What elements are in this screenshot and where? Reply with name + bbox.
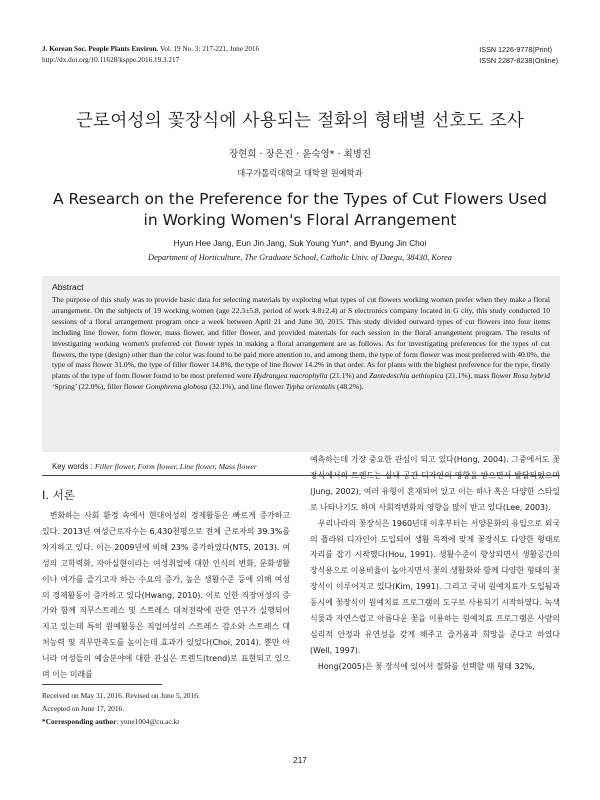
english-authors: Hyun Hee Jang, Eun Jin Jang, Suk Young Yun*, and Byung Jin Choi: [173, 238, 427, 248]
accepted-date: Accepted on June 17, 2016.: [42, 704, 125, 713]
abstract-text: The purpose of this study was to provide basic data for selecting materials by exploring what types of cut flowers working women prefer when they make a floral arrangement. On the subjects of 19 working women (age 22.3±5.8, period of work 4.8±2.4) at S electronics company located in G city, this study conducted 10 sessions of a floral arrangement program once a week between April 21 and June 30, 2015. This study divided outward types of cut flowers into four items including line flower, form flower, mass flower, and filler flower, and provided materials for each session in the floral arrangement program. The results of investigating working women's preferred cut flower types in making a floral arrangement are as follows. As for investigating preferences for the types of cut flowers, the type (design) other than the color was found to be paid more attention to, and among them, the type of form flower was most preferred with 40.0%, the type of mass flower 31.0%, the type of filler flower 14.8%, the type of line flower 14.2% in that order. As for plants with the highest preference for the type, firstly plants of the type of form flower found to be most preferred were Hydrangea macrophylla (21.1%) and Zantedeschia aethiopica (21.1%), mass flower Rosa hybrid ‘Spring’ (22.0%), filler flower Gomphrena globosa (32.1%), and line flower Typha orientalis (48.2%).: [52, 295, 550, 392]
korean-affiliation: 대구가톨릭대학교 대학원 원예학과: [237, 168, 363, 178]
left-column: [42, 508, 290, 683]
issn-online: ISSN 2287-8238(Online): [479, 56, 558, 65]
footnote-divider: [42, 684, 162, 685]
right-column: [310, 452, 560, 675]
abstract-heading: Abstract: [52, 282, 84, 292]
page-number: 217: [293, 756, 307, 765]
journal-name: J. Korean Soc. People Plants Environ.: [42, 45, 159, 53]
english-affiliation: Department of Horticulture, The Graduate School, Catholic Univ. of Daegu, 38430, Korea: [148, 253, 452, 262]
korean-authors: 장현희 · 장은진 · 윤숙영* · 최병진: [228, 149, 372, 160]
english-title-line1: A Research on the Preference for the Types of Cut Flowers Used: [53, 190, 547, 208]
keywords-label: Key words :: [52, 462, 95, 471]
footnote: [42, 689, 200, 728]
corresponding-email[interactable]: : yune1004@cu.ac.kr: [116, 717, 180, 726]
issn-print: ISSN 1226-9778(Print): [479, 45, 552, 54]
keywords-text: Filler flower, Form flower, Line flower, Mass flower: [94, 462, 257, 471]
keywords: [52, 462, 257, 471]
body-paragraph: 예측하는데 가장 중요한 관심이 되고 있다(Hong, 2004). 그중에서도 꽃장식에서의 트렌드는 실내 공간 디자인의 영향을 받으면서 발달되었으며(Jung, 2002), 여러 유형이 혼재되어 있고 이는 하나 혹은 다양한 스타일로 나타나기도 하며 사회적변화의 영향을 많이 받고 있다(Lee, 2003).: [310, 455, 560, 512]
issn-block: [479, 44, 558, 66]
body-paragraph: 변화하는 사회 환경 속에서 현대여성의 경제활동은 빠르게 증가하고 있다. 2013년 여성근로자수는 6,430천명으로 전체 근로자의 39.3%를 차지하고 있다. 이는 2009년에 비해 23% 증가하였다(NTS, 2013). 여성의 고학력화, 자아실현이라는 여성취업에 대한 인식의 변화, 문화생활이나 여가를 즐기고자 하는 수요의 증가, 높은 생활수준 등에 의해 여성의 경제활동이 증가하고 있다(Hwang, 2010). 이로 인한 직장여성의 증가와 함께 직무스트레스 및 스트레스 대처전략에 관한 연구가 실행되어지고 있는데 특히 원예활동은 직업여성의 스트레스 감소와 스트레스 대처능력 및 직무만족도를 높이는데 효과가 있었다(Choi, 2014). 뿐만 아니라 여성들의 예술분야에 대한 관심은 트렌드(trend)로 표현되고 있으며 이는 미래를: [42, 511, 290, 680]
journal-header: [42, 44, 259, 66]
doi-link[interactable]: http://dx.doi.org/10.11628/ksppe.2016.19.3.217: [42, 56, 180, 64]
korean-title: 근로여성의 꽃장식에 사용되는 절화의 형태별 선호도 조사: [75, 111, 525, 131]
received-date: Received on May 31, 2016. Revised on June 5, 2016.: [42, 691, 200, 700]
english-title: [0, 189, 600, 231]
journal-volume: Vol. 19 No. 3: 217-221, June 2016: [158, 45, 260, 53]
english-title-line2: in Working Women's Floral Arrangement: [143, 211, 457, 229]
body-paragraph: Hong(2005)은 꽃 장식에 있어서 절화를 선택할 때 형태 32%,: [317, 661, 535, 671]
body-paragraph: 우리나라의 꽃장식은 1960년대 이후부터는 서양문화의 유입으로 외국의 플라워 디자인이 도입되어 생활 목적에 맞게 꽃장식도 다양한 형태로 자리를 잡기 시작했다(Hou, 1991). 생활수준이 향상되면서 생활공간의 장식용으로 이용비율이 높아지면서 꽃의 생활화와 함께 다양한 형태의 꽃장식이 이루어지고 있다(Kim, 1991). 그리고 국내 원예치료가 도입됨과 동시에 꽃장식이 원예치료 프로그램의 도구로 사용되기 시작하였다. 녹색식물과 자연스럽고 아름다운 꽃을 이용하는 원예치료 프로그램은 사람의 심리적 안정과 유연성을 갖게 해주고 즐거움과 희망을 준다고 하였다(Well, 1997).: [310, 518, 560, 655]
corresponding-label: *Corresponding author: [42, 717, 117, 726]
section-heading-introduction: Ⅰ. 서론: [42, 488, 75, 502]
abstract-box: [42, 276, 560, 452]
